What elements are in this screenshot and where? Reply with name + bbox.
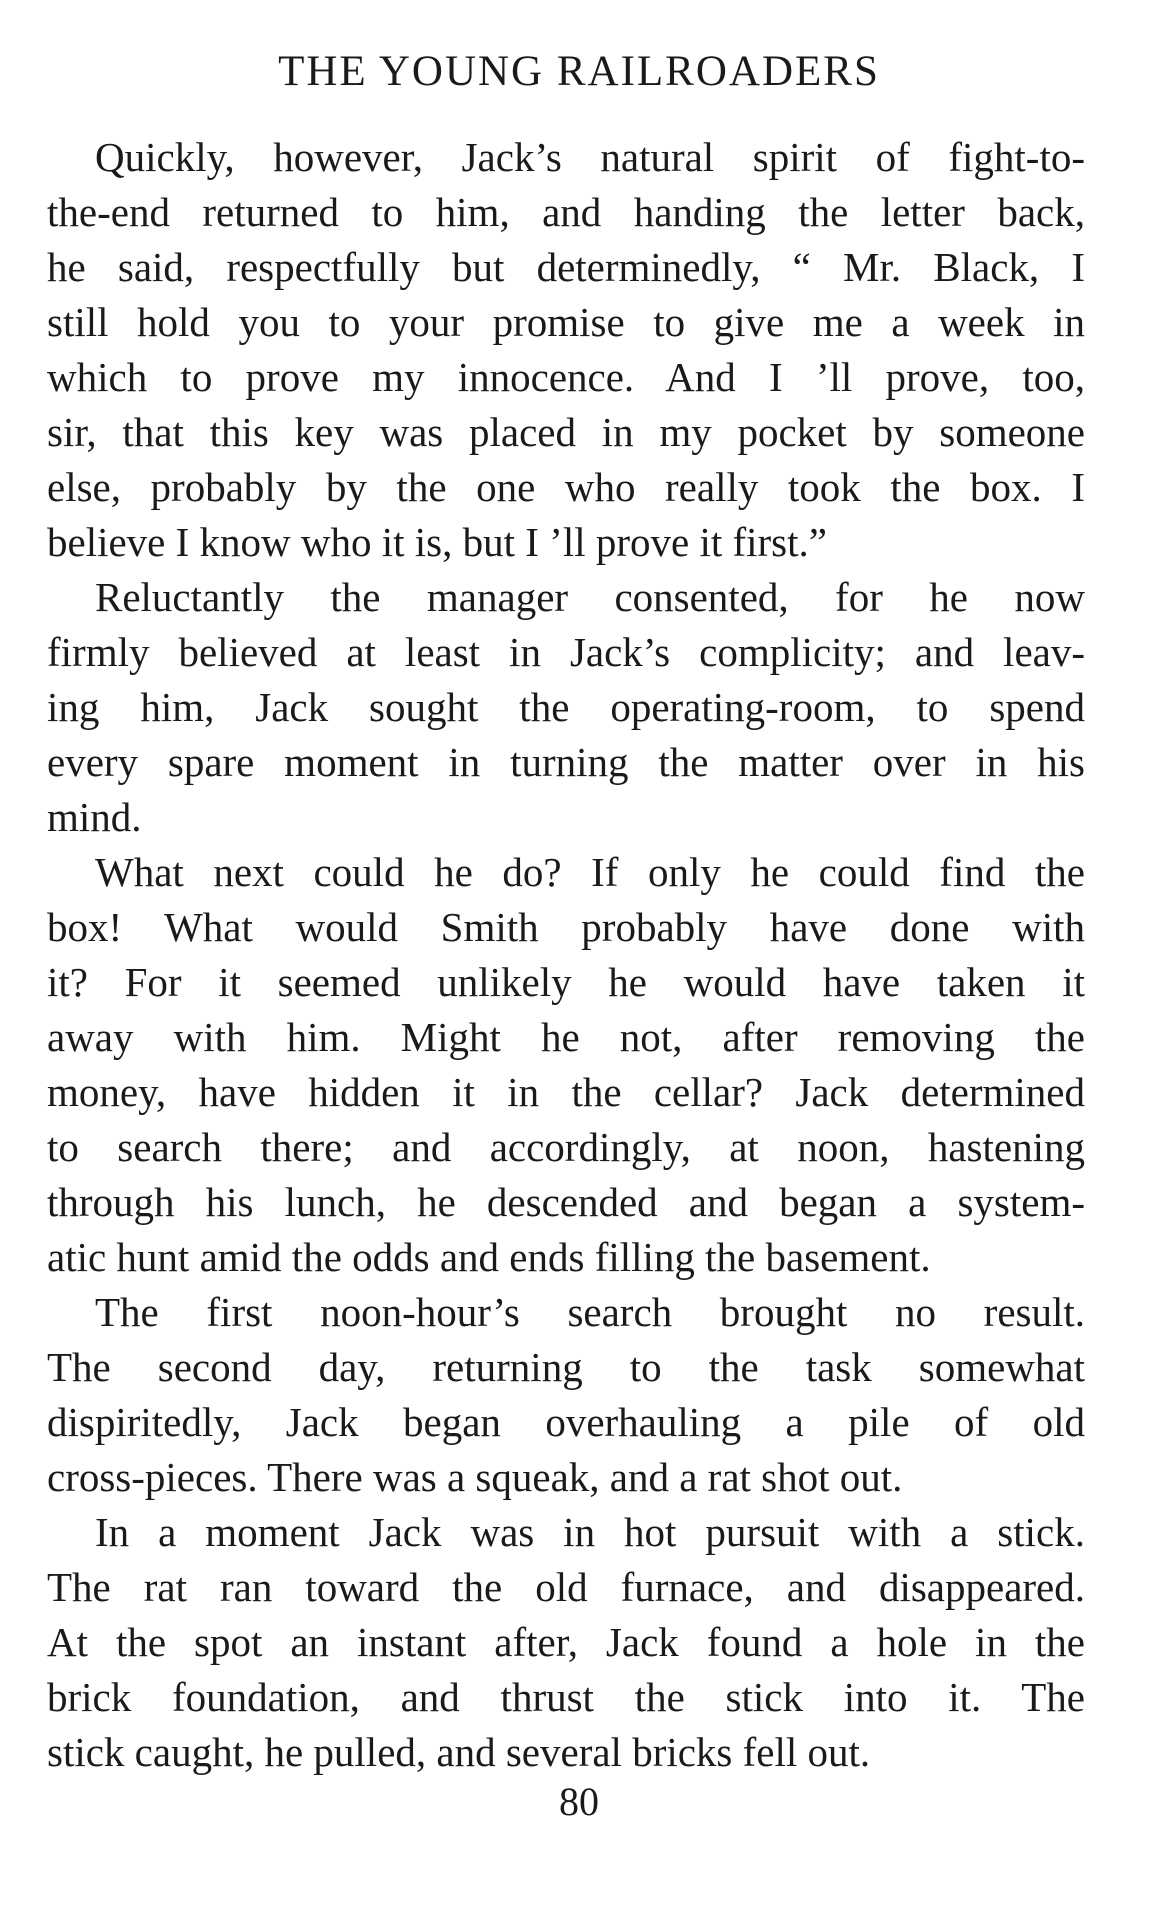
paragraph-3-line: it? For it seemed unlikely he would have taken it <box>47 959 1085 1005</box>
paragraph-4-line: dispiritedly, Jack began overhauling a pile of old <box>47 1399 1085 1445</box>
paragraph-2-line: ing him, Jack sought the operating-room, to spend <box>47 684 1085 730</box>
paragraph-1-line: Quickly, however, Jack’s natural spirit of fight-to- <box>95 134 1085 180</box>
paragraph-1-line: he said, respectfully but determinedly, “ Mr. Black, I <box>47 244 1085 290</box>
paragraph-5-line: In a moment Jack was in hot pursuit with a stick. <box>95 1509 1085 1555</box>
paragraph-3-line: through his lunch, he descended and began a system- <box>47 1179 1085 1225</box>
paragraph-1-line: else, probably by the one who really took the box. I <box>47 464 1085 510</box>
paragraph-3-line: box! What would Smith probably have done with <box>47 904 1085 950</box>
paragraph-3-line: money, have hidden it in the cellar? Jack determined <box>47 1069 1085 1115</box>
paragraph-5-line: brick foundation, and thrust the stick into it. The <box>47 1674 1085 1720</box>
paragraph-2-line: mind. <box>47 794 142 840</box>
paragraph-5-line: The rat ran toward the old furnace, and disappeared. <box>47 1564 1085 1610</box>
body-text <box>47 130 1085 1780</box>
paragraph-4-line: The second day, returning to the task somewhat <box>47 1344 1085 1390</box>
paragraph-4-line: cross-pieces. There was a squeak, and a rat shot out. <box>47 1454 903 1500</box>
paragraph-1-line: the-end returned to him, and handing the letter back, <box>47 189 1085 235</box>
paragraph-1-line: still hold you to your promise to give me a week in <box>47 299 1085 345</box>
paragraph-3-line: What next could he do? If only he could find the <box>95 849 1085 895</box>
paragraph-5-line: At the spot an instant after, Jack found a hole in the <box>47 1619 1085 1665</box>
paragraph-3-line: away with him. Might he not, after removing the <box>47 1014 1085 1060</box>
page-number: 80 <box>559 1779 599 1824</box>
paragraph-1-line: which to prove my innocence. And I ’ll prove, too, <box>47 354 1085 400</box>
running-head: THE YOUNG RAILROADERS <box>278 48 880 95</box>
paragraph-4-line: The first noon-hour’s search brought no result. <box>95 1289 1085 1335</box>
paragraph-1-line: sir, that this key was placed in my pocket by someone <box>47 409 1085 455</box>
paragraph-1-line: believe I know who it is, but I ’ll prove it first.” <box>47 519 827 565</box>
paragraph-2-line: firmly believed at least in Jack’s complicity; and leav- <box>47 629 1085 675</box>
paragraph-2-line: every spare moment in turning the matter over in his <box>47 739 1085 785</box>
paragraph-3-line: to search there; and accordingly, at noon, hastening <box>47 1124 1085 1170</box>
paragraph-3-line: atic hunt amid the odds and ends filling the basement. <box>47 1234 931 1280</box>
paragraph-5-line: stick caught, he pulled, and several bricks fell out. <box>47 1729 871 1775</box>
paragraph-2-line: Reluctantly the manager consented, for he now <box>95 574 1085 620</box>
